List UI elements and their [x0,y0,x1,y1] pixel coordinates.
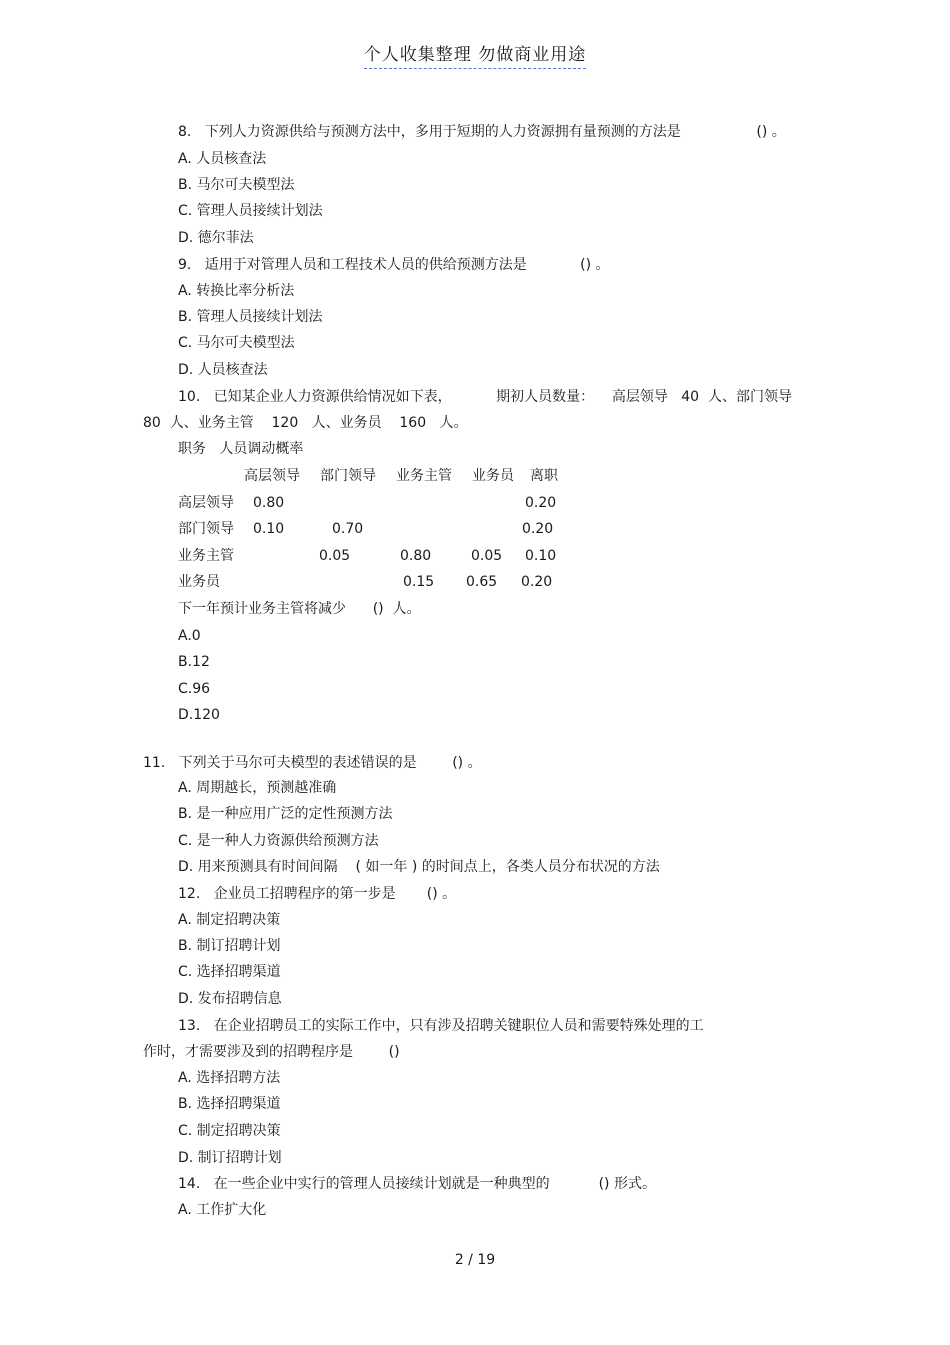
table-cell: 0.65 [466,574,498,590]
table-cell: 0.80 [400,548,432,564]
header-title: 个人收集整理 勿做商业用途 [364,45,586,69]
q8-stem: 8. 下列人力资源供给与预测方法中，多用于短期的人力资源拥有量预测的方法是 () 。 [178,124,786,140]
q9-option-d: D. 人员核查法 [178,362,268,378]
q10-stem-line2: 80 人、业务主管 120 人、业务员 160 人。 [143,415,468,431]
page-header [0,40,950,65]
table-cell: 0.05 [471,548,503,564]
q13-option-c: C. 制定招聘决策 [178,1123,281,1139]
table-cell: 0.15 [403,574,435,590]
q12-option-d: D. 发布招聘信息 [178,991,282,1007]
table-cell: 0.20 [522,521,554,537]
table-row-label: 业务主管 [178,548,234,564]
q13-option-a: A. 选择招聘方法 [178,1070,281,1086]
q8-option-c: C. 管理人员接续计划法 [178,203,323,219]
q13-stem-line1: 13. 在企业招聘员工的实际工作中，只有涉及招聘关键职位人员和需要特殊处理的工 [178,1018,704,1034]
q9-option-a: A. 转换比率分析法 [178,283,295,299]
q10-option-b: B.12 [178,654,210,670]
q12-option-c: C. 选择招聘渠道 [178,964,281,980]
q11-option-d: D. 用来预测具有时间间隔 ( 如一年 ) 的时间点上，各类人员分布状况的方法 [178,859,660,875]
table-cell: 0.70 [332,521,364,537]
q10-option-d: D.120 [178,707,220,723]
page-number: 2 / 19 [454,1252,496,1268]
q10-stem-line1: 10. 已知某企业人力资源供给情况如下表， 期初人员数量： 高层领导 40 人、部门领导 [178,389,792,405]
q11-option-b: B. 是一种应用广泛的定性预测方法 [178,806,393,822]
q9-option-b: B. 管理人员接续计划法 [178,309,323,325]
table-row-label: 高层领导 [178,495,234,511]
q8-option-a: A. 人员核查法 [178,151,267,167]
table-header: 部门领导 [320,468,376,484]
q12-stem: 12. 企业员工招聘程序的第一步是 () 。 [178,886,457,902]
table-header: 业务员 [472,468,514,484]
table-header: 离职 [530,468,558,484]
table-cell: 0.80 [253,495,285,511]
q8-option-d: D. 德尔菲法 [178,230,254,246]
q11-option-c: C. 是一种人力资源供给预测方法 [178,833,379,849]
q9-stem: 9. 适用于对管理人员和工程技术人员的供给预测方法是 () 。 [178,257,610,273]
q10-option-a: A.0 [178,628,201,644]
q13-stem-line2: 作时，才需要涉及到的招聘程序是 () [143,1044,400,1060]
q14-option-a: A. 工作扩大化 [178,1202,267,1218]
q12-option-a: A. 制定招聘决策 [178,912,281,928]
q14-stem: 14. 在一些企业中实行的管理人员接续计划就是一种典型的 () 形式。 [178,1176,656,1192]
q10-question: 下一年预计业务主管将减少 () 人。 [178,601,421,617]
q10-table-title: 职务 人员调动概率 [178,441,304,457]
table-cell: 0.10 [525,548,557,564]
table-row-label: 业务员 [178,574,220,590]
q8-option-b: B. 马尔可夫模型法 [178,177,295,193]
table-cell: 0.20 [525,495,557,511]
q13-option-d: D. 制订招聘计划 [178,1150,282,1166]
q10-option-c: C.96 [178,681,211,697]
table-header: 业务主管 [396,468,452,484]
table-cell: 0.20 [521,574,553,590]
q11-stem: 11. 下列关于马尔可夫模型的表述错误的是 () 。 [143,755,482,771]
q13-option-b: B. 选择招聘渠道 [178,1096,281,1112]
table-header: 高层领导 [244,468,300,484]
q11-option-a: A. 周期越长，预测越准确 [178,780,337,796]
table-cell: 0.10 [253,521,285,537]
table-row-label: 部门领导 [178,521,234,537]
q12-option-b: B. 制订招聘计划 [178,938,281,954]
table-cell: 0.05 [319,548,351,564]
q9-option-c: C. 马尔可夫模型法 [178,335,295,351]
